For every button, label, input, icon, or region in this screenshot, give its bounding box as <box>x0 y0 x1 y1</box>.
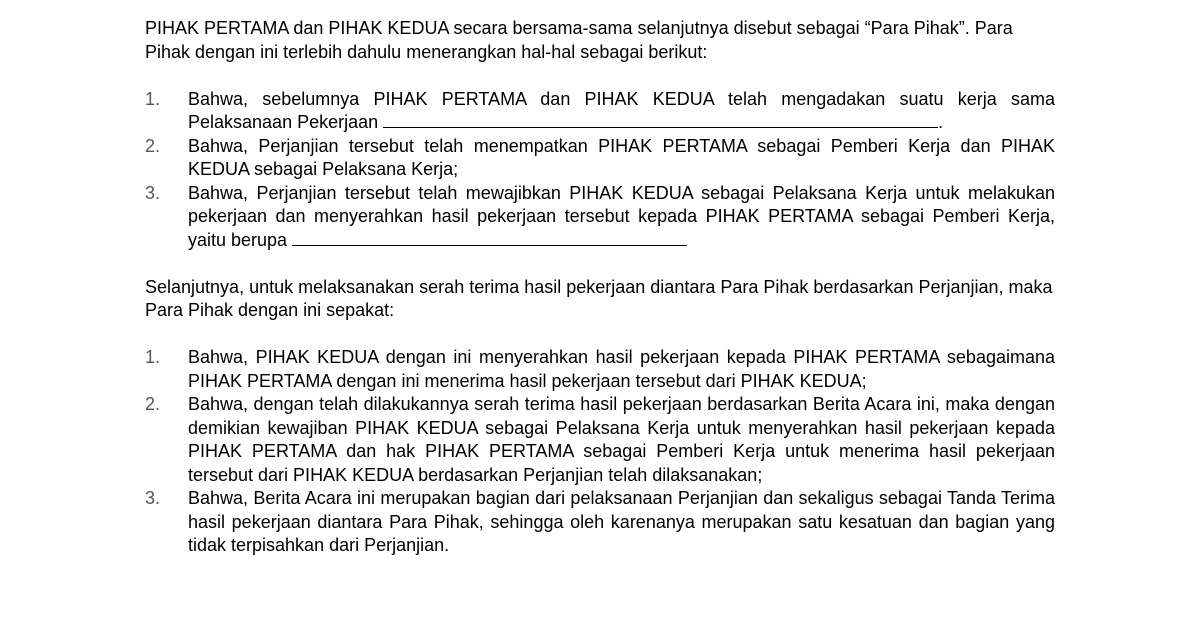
list-item-end: . <box>938 112 944 132</box>
paragraph-gap <box>145 64 1055 88</box>
agreements-list <box>145 346 1055 558</box>
list-item-text: Bahwa, Perjanjian tersebut telah mewajibkan PIHAK KEDUA sebagai Pelaksana Kerja untuk melakukan pekerjaan dan menyerahkan hasil pekerjaan tersebut kepada PIHAK PERTAMA sebagai Pemberi Kerja, yaitu berupa <box>188 182 1055 250</box>
list-item <box>145 88 1055 135</box>
fill-in-blank[interactable] <box>292 229 687 246</box>
document-body <box>145 17 1055 558</box>
paragraph-gap <box>145 323 1055 347</box>
list-item <box>145 346 1055 393</box>
list-item-text: Bahwa, PIHAK KEDUA dengan ini menyerahkan hasil pekerjaan kepada PIHAK PERTAMA sebagaimana PIHAK PERTAMA dengan ini menerima hasil pekerjaan tersebut dari PIHAK KEDUA; <box>188 347 1055 391</box>
list-item-text: Bahwa, sebelumnya PIHAK PERTAMA dan PIHAK KEDUA telah mengadakan suatu kerja sama Pelaksanaan Pekerjaan <box>188 88 1055 132</box>
recitals-list <box>145 88 1055 253</box>
middle-paragraph: Selanjutnya, untuk melaksanakan serah terima hasil pekerjaan diantara Para Pihak berdasarkan Perjanjian, maka Para Pihak dengan ini sepakat: <box>145 276 1053 320</box>
intro-paragraph: PIHAK PERTAMA dan PIHAK KEDUA secara bersama-sama selanjutnya disebut sebagai “Para Pihak”. Para Pihak dengan ini terlebih dahulu menerangkan hal-hal sebagai berikut: <box>145 18 1013 62</box>
list-item-text: Bahwa, Berita Acara ini merupakan bagian dari pelaksanaan Perjanjian dan sekaligus sebagai Tanda Terima hasil pekerjaan diantara Para Pihak, sehingga oleh karenanya merupakan satu kesatuan dan bagian yang tidak terpisahkan dari Perjanjian. <box>188 488 1055 555</box>
list-number: 1. <box>145 88 161 109</box>
list-item-text: Bahwa, Perjanjian tersebut telah menempatkan PIHAK PERTAMA sebagai Pemberi Kerja dan PIHAK KEDUA sebagai Pelaksana Kerja; <box>188 135 1055 179</box>
list-item <box>145 182 1055 253</box>
list-number: 3. <box>145 182 161 203</box>
list-item <box>145 487 1055 558</box>
paragraph-gap <box>145 252 1055 276</box>
list-item <box>145 135 1055 182</box>
fill-in-blank[interactable] <box>383 111 938 128</box>
list-item-text: Bahwa, dengan telah dilakukannya serah terima hasil pekerjaan berdasarkan Berita Acara ini, maka dengan demikian kewajiban PIHAK KEDUA sebagai Pelaksana Kerja untuk menyerahkan hasil pekerjaan kepada PIHAK PERTAMA dan hak PIHAK PERTAMA sebagai Pemberi Kerja untuk menerima hasil pekerjaan tersebut dari PIHAK KEDUA berdasarkan Perjanjian telah dilaksanakan; <box>188 394 1055 485</box>
list-number: 3. <box>145 488 161 508</box>
list-number: 2. <box>145 135 161 156</box>
list-number: 1. <box>145 347 161 367</box>
list-number: 2. <box>145 394 161 414</box>
list-item <box>145 393 1055 487</box>
